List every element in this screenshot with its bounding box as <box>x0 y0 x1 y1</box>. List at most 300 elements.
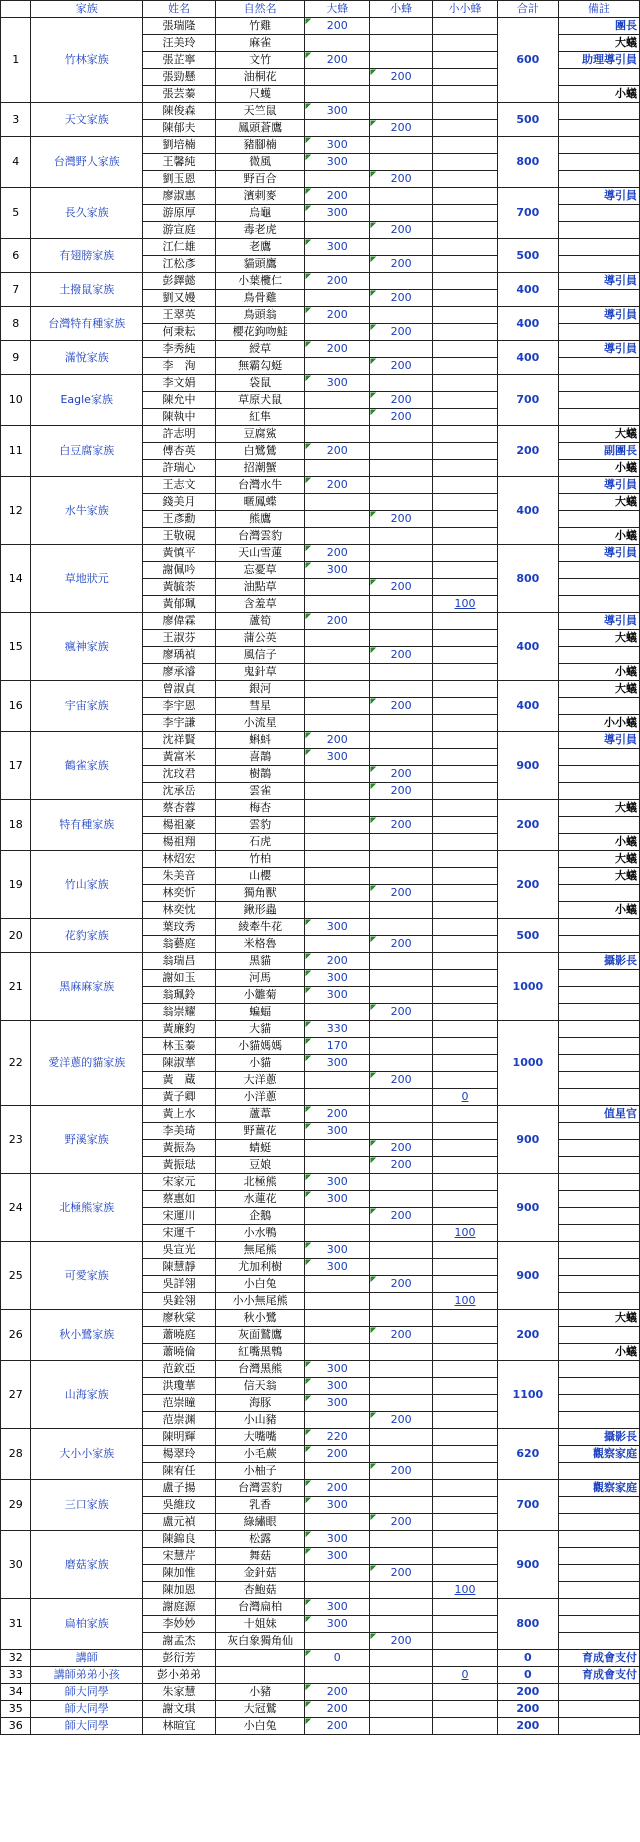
tiny-bee-fee <box>433 919 498 936</box>
family-name: 山海家族 <box>31 1361 143 1429</box>
big-bee-fee: 200 <box>305 341 370 358</box>
remark <box>558 1582 639 1599</box>
tiny-bee-fee <box>433 1021 498 1038</box>
small-bee-fee <box>370 919 433 936</box>
tiny-bee-fee <box>433 137 498 154</box>
remark <box>558 1565 639 1582</box>
member-name: 廖瑀禎 <box>142 647 215 664</box>
remark <box>558 239 639 256</box>
table-row <box>1 1429 640 1446</box>
nature-name: 樹鵲 <box>216 766 305 783</box>
member-name: 廖秋棠 <box>142 1310 215 1327</box>
remark: 小蟻 <box>558 86 639 103</box>
small-bee-fee <box>370 1123 433 1140</box>
small-bee-fee <box>370 1038 433 1055</box>
remark <box>558 698 639 715</box>
nature-name: 台灣雲豹 <box>216 528 305 545</box>
tiny-bee-fee <box>433 171 498 188</box>
table-row <box>1 545 640 562</box>
member-name: 吳銓翎 <box>142 1293 215 1310</box>
remark <box>558 1514 639 1531</box>
table-row <box>1 1242 640 1259</box>
table-row <box>1 1684 640 1701</box>
nature-name: 櫻花鉤吻鮭 <box>216 324 305 341</box>
nature-name: 灰白象獨角仙 <box>216 1633 305 1650</box>
nature-name: 野薑花 <box>216 1123 305 1140</box>
group-index: 22 <box>1 1021 31 1106</box>
member-name: 江仁雄 <box>142 239 215 256</box>
big-bee-fee <box>305 868 370 885</box>
table-row <box>1 477 640 494</box>
big-bee-fee: 200 <box>305 1446 370 1463</box>
small-bee-fee <box>370 715 433 732</box>
small-bee-fee <box>370 1497 433 1514</box>
remark <box>558 1208 639 1225</box>
big-bee-fee: 300 <box>305 1378 370 1395</box>
member-name: 李美琦 <box>142 1123 215 1140</box>
tiny-bee-fee <box>433 1140 498 1157</box>
small-bee-fee <box>370 18 433 35</box>
nature-name: 台灣扁柏 <box>216 1599 305 1616</box>
nature-name: 無尾熊 <box>216 1242 305 1259</box>
family-name: 講師弟弟小孩 <box>31 1667 143 1684</box>
nature-name: 野百合 <box>216 171 305 188</box>
big-bee-fee <box>305 1412 370 1429</box>
group-index: 3 <box>1 103 31 137</box>
member-name: 宋運川 <box>142 1208 215 1225</box>
tiny-bee-fee <box>433 1480 498 1497</box>
tiny-bee-fee <box>433 120 498 137</box>
big-bee-fee <box>305 120 370 137</box>
family-name: 北極熊家族 <box>31 1174 143 1242</box>
big-bee-fee: 300 <box>305 562 370 579</box>
group-index: 10 <box>1 375 31 426</box>
remark <box>558 205 639 222</box>
remark: 大蟻 <box>558 494 639 511</box>
remark <box>558 120 639 137</box>
member-name: 李妙妙 <box>142 1616 215 1633</box>
big-bee-fee <box>305 783 370 800</box>
group-index: 31 <box>1 1599 31 1650</box>
family-total: 200 <box>497 426 558 477</box>
small-bee-fee <box>370 1191 433 1208</box>
small-bee-fee: 200 <box>370 1327 433 1344</box>
small-bee-fee <box>370 1242 433 1259</box>
remark <box>558 1276 639 1293</box>
member-name: 謝如玉 <box>142 970 215 987</box>
nature-name: 鬼針草 <box>216 664 305 681</box>
nature-name: 綠繡眼 <box>216 1514 305 1531</box>
small-bee-fee <box>370 1429 433 1446</box>
group-index: 15 <box>1 613 31 681</box>
nature-name: 貓頭鷹 <box>216 256 305 273</box>
big-bee-fee: 200 <box>305 1718 370 1735</box>
small-bee-fee: 200 <box>370 1412 433 1429</box>
member-name: 楊祖豪 <box>142 817 215 834</box>
member-name: 宋運千 <box>142 1225 215 1242</box>
big-bee-fee: 300 <box>305 1497 370 1514</box>
nature-name: 蝙蝠 <box>216 1004 305 1021</box>
small-bee-fee: 200 <box>370 222 433 239</box>
small-bee-fee: 200 <box>370 766 433 783</box>
table-row <box>1 341 640 358</box>
small-bee-fee: 200 <box>370 1208 433 1225</box>
big-bee-fee: 200 <box>305 188 370 205</box>
big-bee-fee <box>305 1276 370 1293</box>
tiny-bee-fee <box>433 52 498 69</box>
family-name: 台灣特有種家族 <box>31 307 143 341</box>
tiny-bee-fee <box>433 86 498 103</box>
tiny-bee-fee <box>433 1514 498 1531</box>
nature-name: 鍬形蟲 <box>216 902 305 919</box>
member-name: 張勁懸 <box>142 69 215 86</box>
tiny-bee-fee <box>433 970 498 987</box>
nature-name: 企鵝 <box>216 1208 305 1225</box>
family-total: 200 <box>497 1701 558 1718</box>
tiny-bee-fee <box>433 1378 498 1395</box>
small-bee-fee <box>370 1259 433 1276</box>
remark <box>558 1718 639 1735</box>
small-bee-fee <box>370 545 433 562</box>
family-name: 台灣野人家族 <box>31 137 143 188</box>
nature-name: 銀河 <box>216 681 305 698</box>
member-name: 彭小弟弟 <box>142 1667 215 1684</box>
tiny-bee-fee <box>433 511 498 528</box>
member-name: 沈祥賢 <box>142 732 215 749</box>
big-bee-fee <box>305 1004 370 1021</box>
member-name: 汪美玲 <box>142 35 215 52</box>
big-bee-fee: 200 <box>305 1684 370 1701</box>
remark: 大蟻 <box>558 851 639 868</box>
nature-name: 毒老虎 <box>216 222 305 239</box>
big-bee-fee: 0 <box>305 1650 370 1667</box>
tiny-bee-fee <box>433 256 498 273</box>
tiny-bee-fee <box>433 307 498 324</box>
nature-name: 灰面鷲鷹 <box>216 1327 305 1344</box>
remark <box>558 783 639 800</box>
member-name: 劉玉恩 <box>142 171 215 188</box>
family-name: 扁柏家族 <box>31 1599 143 1650</box>
small-bee-fee: 200 <box>370 69 433 86</box>
tiny-bee-fee: 100 <box>433 1225 498 1242</box>
table-row <box>1 1174 640 1191</box>
tiny-bee-fee <box>433 222 498 239</box>
group-index: 30 <box>1 1531 31 1599</box>
big-bee-fee: 200 <box>305 443 370 460</box>
big-bee-fee <box>305 256 370 273</box>
tiny-bee-fee: 100 <box>433 596 498 613</box>
member-name: 廖承濬 <box>142 664 215 681</box>
nature-name: 紅嘴黑鵯 <box>216 1344 305 1361</box>
big-bee-fee: 300 <box>305 1395 370 1412</box>
nature-name: 尤加利樹 <box>216 1259 305 1276</box>
small-bee-fee: 200 <box>370 783 433 800</box>
remark <box>558 1004 639 1021</box>
family-total: 400 <box>497 681 558 732</box>
tiny-bee-fee <box>433 613 498 630</box>
family-total: 200 <box>497 1684 558 1701</box>
tiny-bee-fee <box>433 1463 498 1480</box>
remark: 育成會支付 <box>558 1650 639 1667</box>
member-name: 陳宥任 <box>142 1463 215 1480</box>
tiny-bee-fee <box>433 630 498 647</box>
tiny-bee-fee <box>433 732 498 749</box>
big-bee-fee: 300 <box>305 239 370 256</box>
tiny-bee-fee <box>433 1616 498 1633</box>
member-name: 林炤宏 <box>142 851 215 868</box>
tiny-bee-fee <box>433 18 498 35</box>
big-bee-fee: 200 <box>305 1701 370 1718</box>
family-name: 天文家族 <box>31 103 143 137</box>
small-bee-fee <box>370 1293 433 1310</box>
small-bee-fee <box>370 1684 433 1701</box>
nature-name: 風信子 <box>216 647 305 664</box>
remark <box>558 1242 639 1259</box>
small-bee-fee: 200 <box>370 324 433 341</box>
tiny-bee-fee <box>433 426 498 443</box>
remark <box>558 1021 639 1038</box>
member-name: 黃慎平 <box>142 545 215 562</box>
big-bee-fee <box>305 69 370 86</box>
header-cell: 姓名 <box>142 1 215 18</box>
small-bee-fee <box>370 596 433 613</box>
remark <box>558 970 639 987</box>
small-bee-fee <box>370 1361 433 1378</box>
tiny-bee-fee <box>433 1055 498 1072</box>
header-row <box>1 1 640 18</box>
big-bee-fee: 300 <box>305 137 370 154</box>
member-name: 楊翠玲 <box>142 1446 215 1463</box>
member-name: 張瑞隆 <box>142 18 215 35</box>
member-name: 許瑞心 <box>142 460 215 477</box>
big-bee-fee: 300 <box>305 154 370 171</box>
group-index: 12 <box>1 477 31 545</box>
small-bee-fee: 200 <box>370 358 433 375</box>
remark: 導引員 <box>558 477 639 494</box>
big-bee-fee: 220 <box>305 1429 370 1446</box>
family-name: 竹山家族 <box>31 851 143 919</box>
nature-name: 紅隼 <box>216 409 305 426</box>
family-total: 200 <box>497 1718 558 1735</box>
remark <box>558 562 639 579</box>
nature-name: 山櫻 <box>216 868 305 885</box>
family-name: 水牛家族 <box>31 477 143 545</box>
nature-name: 海豚 <box>216 1395 305 1412</box>
family-name: 宇宙家族 <box>31 681 143 732</box>
big-bee-fee <box>305 392 370 409</box>
small-bee-fee <box>370 1446 433 1463</box>
small-bee-fee <box>370 1582 433 1599</box>
remark: 觀察家庭 <box>558 1446 639 1463</box>
member-name: 廖淑惠 <box>142 188 215 205</box>
nature-name: 彗星 <box>216 698 305 715</box>
big-bee-fee: 300 <box>305 970 370 987</box>
family-name: 黑麻麻家族 <box>31 953 143 1021</box>
member-name: 曾淑貞 <box>142 681 215 698</box>
member-name: 陳加恩 <box>142 1582 215 1599</box>
big-bee-fee <box>305 528 370 545</box>
tiny-bee-fee <box>433 783 498 800</box>
big-bee-fee <box>305 1072 370 1089</box>
table-row <box>1 1021 640 1038</box>
big-bee-fee: 300 <box>305 1599 370 1616</box>
small-bee-fee <box>370 1174 433 1191</box>
remark: 小蟻 <box>558 1344 639 1361</box>
remark <box>558 375 639 392</box>
nature-name: 含羞草 <box>216 596 305 613</box>
small-bee-fee: 200 <box>370 511 433 528</box>
small-bee-fee <box>370 1395 433 1412</box>
big-bee-fee: 300 <box>305 1616 370 1633</box>
nature-name: 乳香 <box>216 1497 305 1514</box>
big-bee-fee <box>305 715 370 732</box>
group-index: 25 <box>1 1242 31 1310</box>
nature-name: 舞菇 <box>216 1548 305 1565</box>
small-bee-fee: 200 <box>370 256 433 273</box>
remark: 小蟻 <box>558 528 639 545</box>
group-index: 20 <box>1 919 31 953</box>
member-name: 游原厚 <box>142 205 215 222</box>
nature-name: 天竺鼠 <box>216 103 305 120</box>
member-name: 黃富米 <box>142 749 215 766</box>
small-bee-fee <box>370 239 433 256</box>
family-total: 0 <box>497 1650 558 1667</box>
tiny-bee-fee <box>433 528 498 545</box>
big-bee-fee <box>305 1565 370 1582</box>
tiny-bee-fee <box>433 1565 498 1582</box>
nature-name: 獨角獸 <box>216 885 305 902</box>
family-total: 900 <box>497 1242 558 1310</box>
small-bee-fee <box>370 851 433 868</box>
nature-name: 台灣雲豹 <box>216 1480 305 1497</box>
tiny-bee-fee: 0 <box>433 1667 498 1684</box>
nature-name: 袋鼠 <box>216 375 305 392</box>
remark <box>558 1157 639 1174</box>
member-name: 盧元禎 <box>142 1514 215 1531</box>
big-bee-fee: 300 <box>305 1531 370 1548</box>
remark: 小蟻 <box>558 664 639 681</box>
remark: 導引員 <box>558 341 639 358</box>
remark <box>558 885 639 902</box>
remark: 導引員 <box>558 273 639 290</box>
family-name: 秋小鷺家族 <box>31 1310 143 1361</box>
remark <box>558 1616 639 1633</box>
tiny-bee-fee: 0 <box>433 1089 498 1106</box>
big-bee-fee: 300 <box>305 1361 370 1378</box>
member-name: 李文娟 <box>142 375 215 392</box>
member-name: 盧子揚 <box>142 1480 215 1497</box>
tiny-bee-fee <box>433 443 498 460</box>
remark: 大蟻 <box>558 35 639 52</box>
small-bee-fee: 200 <box>370 1072 433 1089</box>
table-row <box>1 1701 640 1718</box>
small-bee-fee <box>370 987 433 1004</box>
tiny-bee-fee <box>433 409 498 426</box>
nature-name: 豆腐鯊 <box>216 426 305 443</box>
small-bee-fee <box>370 800 433 817</box>
big-bee-fee <box>305 1327 370 1344</box>
member-name: 林玉蓁 <box>142 1038 215 1055</box>
big-bee-fee: 200 <box>305 1106 370 1123</box>
family-total: 400 <box>497 341 558 375</box>
nature-name: 綾牽牛花 <box>216 919 305 936</box>
small-bee-fee <box>370 613 433 630</box>
small-bee-fee: 200 <box>370 290 433 307</box>
big-bee-fee <box>305 664 370 681</box>
member-name: 錢美月 <box>142 494 215 511</box>
big-bee-fee <box>305 936 370 953</box>
tiny-bee-fee <box>433 103 498 120</box>
member-name: 范欽亞 <box>142 1361 215 1378</box>
big-bee-fee <box>305 1582 370 1599</box>
small-bee-fee: 200 <box>370 1276 433 1293</box>
small-bee-fee: 200 <box>370 1157 433 1174</box>
table-row <box>1 137 640 154</box>
family-total: 500 <box>497 919 558 953</box>
big-bee-fee: 170 <box>305 1038 370 1055</box>
nature-name: 鳥骨雞 <box>216 290 305 307</box>
member-name: 謝孟杰 <box>142 1633 215 1650</box>
remark <box>558 409 639 426</box>
member-name: 陳明輝 <box>142 1429 215 1446</box>
family-name: 師大同學 <box>31 1684 143 1701</box>
small-bee-fee <box>370 35 433 52</box>
big-bee-fee <box>305 1667 370 1684</box>
family-total: 200 <box>497 800 558 851</box>
member-name: 陳淑華 <box>142 1055 215 1072</box>
small-bee-fee: 200 <box>370 171 433 188</box>
remark: 導引員 <box>558 732 639 749</box>
remark <box>558 324 639 341</box>
tiny-bee-fee <box>433 1174 498 1191</box>
remark <box>558 1225 639 1242</box>
remark: 導引員 <box>558 613 639 630</box>
header-cell: 小蜂 <box>370 1 433 18</box>
tiny-bee-fee <box>433 664 498 681</box>
member-name: 蕭曉倫 <box>142 1344 215 1361</box>
remark <box>558 1038 639 1055</box>
member-name: 翁珮鈴 <box>142 987 215 1004</box>
nature-name: 忘憂草 <box>216 562 305 579</box>
big-bee-fee: 200 <box>305 732 370 749</box>
family-total: 900 <box>497 1531 558 1599</box>
nature-name: 秋小鷺 <box>216 1310 305 1327</box>
group-index: 29 <box>1 1480 31 1531</box>
small-bee-fee <box>370 1106 433 1123</box>
remark: 觀察家庭 <box>558 1480 639 1497</box>
member-name: 吳維玟 <box>142 1497 215 1514</box>
tiny-bee-fee <box>433 1548 498 1565</box>
remark: 小小蟻 <box>558 715 639 732</box>
remark <box>558 1361 639 1378</box>
nature-name: 油桐花 <box>216 69 305 86</box>
nature-name: 信天翁 <box>216 1378 305 1395</box>
big-bee-fee <box>305 1344 370 1361</box>
nature-name: 蘆葦 <box>216 1106 305 1123</box>
group-index: 8 <box>1 307 31 341</box>
table-row <box>1 1650 640 1667</box>
group-index: 5 <box>1 188 31 239</box>
tiny-bee-fee <box>433 477 498 494</box>
group-index: 14 <box>1 545 31 613</box>
member-name: 黃上水 <box>142 1106 215 1123</box>
tiny-bee-fee <box>433 1412 498 1429</box>
nature-name: 鳳頭蒼鷹 <box>216 120 305 137</box>
nature-name: 十姐妹 <box>216 1616 305 1633</box>
big-bee-fee <box>305 426 370 443</box>
small-bee-fee: 200 <box>370 698 433 715</box>
member-name: 翁藝庭 <box>142 936 215 953</box>
